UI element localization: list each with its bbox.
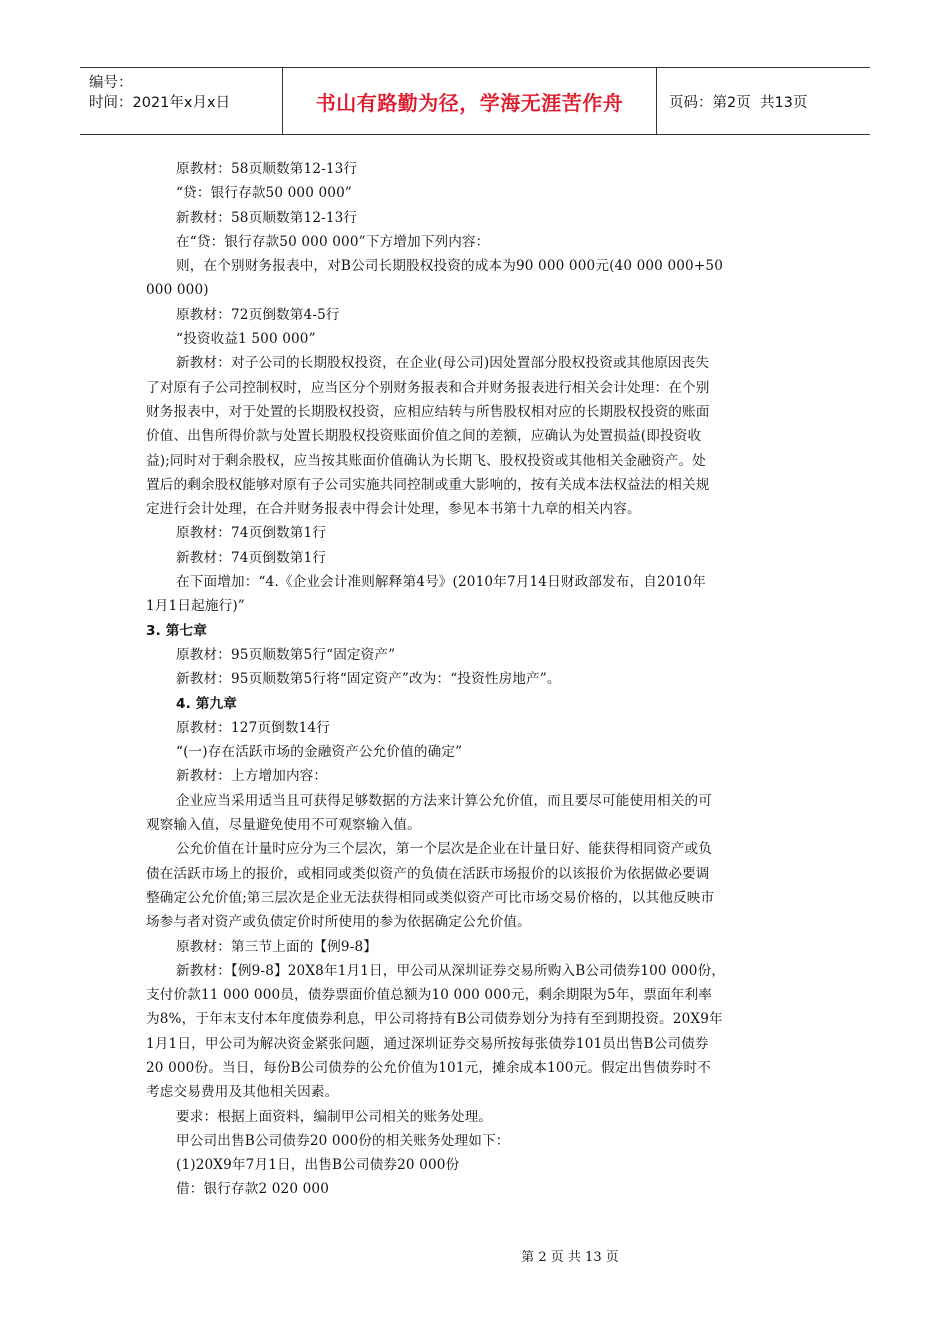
text-line: 要求：根据上面资料，编制甲公司相关的账务处理。: [176, 1108, 493, 1125]
text-line: 场参与者对资产或负债定价时所使用的参为依据确定公允价值。: [146, 914, 531, 931]
text-line: 原教材：74页倒数第1行: [176, 525, 327, 542]
section-heading: 4. 第九章: [176, 695, 238, 712]
text-line: 新教材：74页倒数第1行: [176, 549, 327, 566]
text-line: 原教材：72页倒数第4-5行: [176, 306, 340, 323]
text-line: 原教材：95页顺数第5行“固定资产”: [176, 646, 396, 663]
text-line: 甲公司出售B公司债券20 000份的相关账务处理如下：: [176, 1132, 510, 1149]
text-line: 在“贷：银行存款50 000 000”下方增加下列内容：: [176, 233, 490, 250]
text-line: 原教材：127页倒数14行: [176, 719, 330, 736]
text-line: 20 000份。当日，每份B公司债券的公允价值为101元，摊余成本100元。假定出售债券时不: [146, 1059, 711, 1076]
text-line: 定进行会计处理，在合并财务报表中得会计处理，参见本书第十九章的相关内容。: [146, 501, 641, 518]
text-line: 观察输入值，尽量避免使用不可观察输入值。: [146, 817, 421, 834]
text-line: 1月1日，甲公司为解决资金紧张问题，通过深圳证券交易所按每张债券101员出售B公司债券: [146, 1035, 709, 1052]
text-line: 支付价款11 000 000员，债券票面价值总额为10 000 000元，剩余期限为5年，票面年利率: [146, 987, 713, 1004]
text-line: 债在活跃市场上的报价，或相同或类似资产的负债在活跃市场报价的以该报价为依据做必要调: [146, 865, 710, 882]
text-line: “(一)存在活跃市场的金融资产公允价值的确定”: [176, 744, 463, 761]
text-line: 在下面增加：“4.《企业会计准则解释第4号》(2010年7月14日财政部发布，自2010年: [176, 574, 706, 591]
header-number: 编号：: [89, 75, 133, 91]
section-heading: 3. 第七章: [146, 622, 208, 639]
text-line: 新教材：【例9-8】20X8年1月1日，甲公司从深圳证券交易所购入B公司债券100 000份，: [176, 962, 726, 979]
text-line: 整确定公允价值;第三层次是企业无法获得相同或类似资产可比市场交易价格的，以其他反映市: [146, 889, 715, 906]
text-line: 财务报表中，对于处置的长期股权投资，应相应结转与所售股权相对应的长期股权投资的账面: [146, 403, 710, 420]
text-line: 则，在个别财务报表中，对B公司长期股权投资的成本为90 000 000元(40 000 000+50: [176, 258, 723, 275]
text-line: 原教材：第三节上面的【例9-8】: [176, 938, 378, 955]
text-line: 考虑交易费用及其他相关因素。: [146, 1084, 339, 1101]
text-line: 了对原有子公司控制权时，应当区分个别财务报表和合并财务报表进行相关会计处理：在个别: [146, 379, 710, 396]
document-body: [146, 157, 806, 1202]
header-motto: 书山有路勤为径，学海无涯苦作舟: [283, 68, 657, 134]
text-line: 新教材：58页顺数第12-13行: [176, 209, 358, 226]
text-line: 置后的剩余股权能够对原有子公司实施共同控制或重大影响的，按有关成本法权益法的相关规: [146, 476, 710, 493]
text-line: 原教材：58页顺数第12-13行: [176, 161, 358, 177]
text-line: 新教材：对子公司的长期股权投资，在企业(母公司)因处置部分股权投资或其他原因丧失: [176, 355, 710, 372]
text-line: 借：银行存款2 020 000: [176, 1181, 329, 1198]
text-line: “贷：银行存款50 000 000”: [176, 185, 352, 202]
text-line: 新教材：上方增加内容：: [176, 768, 328, 785]
text-line: 企业应当采用适当且可获得足够数据的方法来计算公允价值，而且要尽可能使用相关的可: [176, 792, 713, 809]
header-page-code: 页码：第2页 共13页: [669, 94, 808, 111]
text-line: 新教材：95页顺数第5行将“固定资产”改为：“投资性房地产”。: [176, 671, 561, 688]
text-line: (1)20X9年7月1日，出售B公司债券20 000份: [176, 1157, 460, 1174]
header-meta: [80, 68, 283, 134]
text-line: 000 000): [146, 282, 209, 299]
header-time: 时间：2021年x月x日: [89, 95, 231, 111]
text-line: 益);同时对于剩余股权，应当按其账面价值确认为长期飞、股权投资或其他相关金融资产。处: [146, 452, 706, 469]
text-line: 价值、出售所得价款与处置长期股权投资账面价值之间的差额，应确认为处置损益(即投资收: [146, 428, 702, 445]
page-footer: 第 2 页 共 13 页: [521, 1250, 619, 1265]
text-line: 为8%，于年末支付本年度债券利息，甲公司将持有B公司债券划分为持有至到期投资。20X9年: [146, 1011, 723, 1028]
text-line: “投资收益1 500 000”: [176, 331, 316, 348]
page-header: [80, 67, 870, 135]
text-line: 公允价值在计量时应分为三个层次，第一个层次是企业在计量日好、能获得相同资产或负: [176, 841, 713, 858]
text-line: 1月1日起施行)”: [146, 598, 245, 615]
